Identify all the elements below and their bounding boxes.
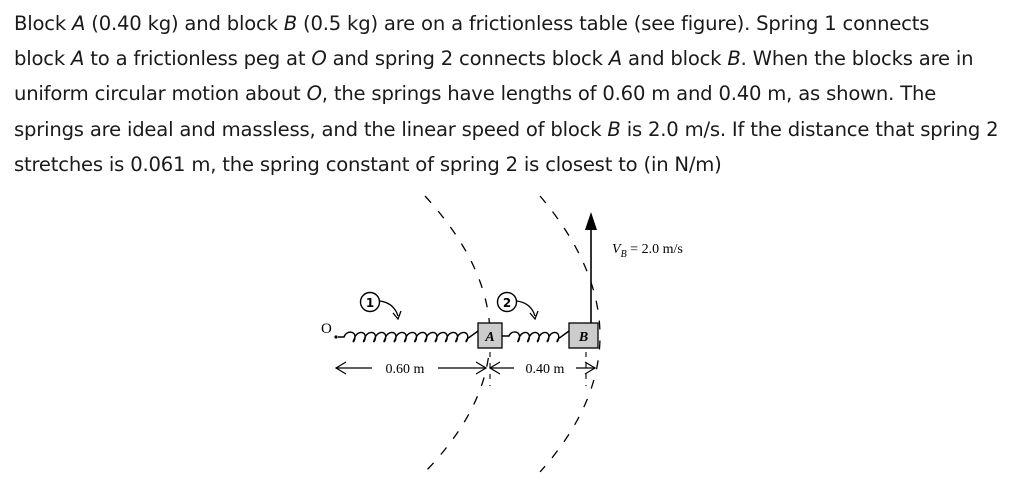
dimension-0-40 [490,362,595,377]
question-line-4: springs are ideal and massless, and the linear speed of block B is 2.0 m/s. If the distance that spring 2 [14,117,999,141]
question-line-1: Block A (0.40 kg) and block B (0.5 kg) are on a frictionless table (see figure). Spring 1 connects [14,12,930,35]
question-line-3: uniform circular motion about O, the springs have lengths of 0.60 m and 0.40 m, as shown. The [14,82,937,106]
dimension-0-60 [336,362,486,377]
dimension-0-60-label: 0.60 m [385,362,425,377]
velocity-label: $V_B = 2.0$ m/s [612,242,683,260]
spring-2 [502,331,569,342]
block-b-label: B [578,330,589,345]
question-line-5: stretches is 0.061 m, the spring constant of spring 2 is closest to (in N/m) [14,152,722,176]
velocity-arrow [585,212,597,323]
spring-2-marker [498,293,539,320]
spring-2-number: 2 [502,296,512,310]
peg-label: O [321,321,332,337]
block-a [478,323,502,348]
spring-1 [338,331,478,342]
spring-1-number: 1 [365,296,375,310]
question-line-2: block A to a frictionless peg at O and spring 2 connects block A and block B. When the blocks are in [14,47,974,71]
question-text [14,6,1014,182]
block-a-label: A [485,330,495,345]
physics-figure [0,190,1024,482]
peg-point [334,335,337,338]
block-b [569,323,598,348]
spring-1-marker [361,293,402,320]
dimension-0-40-label: 0.40 m [525,362,565,377]
